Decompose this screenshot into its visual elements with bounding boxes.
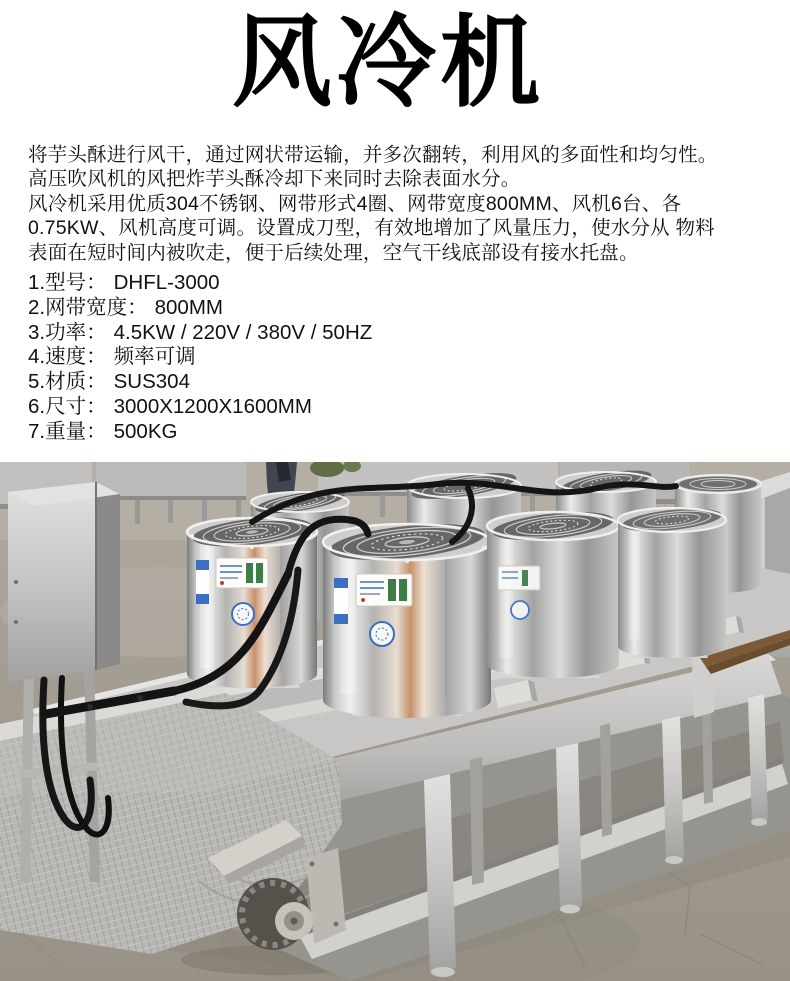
spec-row-weight: 7.重量： 500KG <box>28 419 178 443</box>
fan-drum-front-4 <box>618 505 726 658</box>
spec-list <box>28 271 748 445</box>
fan-drum-front-3 <box>487 507 619 678</box>
description-line: 0.75KW、风机高度可调。设置成刀型，有效地增加了风量压力，使水分从 物料 <box>28 217 715 240</box>
description-line: 高压吹风机的风把炸芋头酥冷却下来同时去除表面水分。 <box>28 168 521 191</box>
product-photo <box>0 462 790 981</box>
page-title: 风冷机 <box>232 7 544 119</box>
description-line: 表面在短时间内被吹走，便于后续处理，空气干线底部设有接水托盘。 <box>28 241 639 264</box>
spec-row-material: 5.材质： SUS304 <box>28 370 190 394</box>
product-description <box>28 143 776 265</box>
description-line: 风冷机采用优质304不锈钢、网带形式4圈、网带宽度800MM、风机6台、各 <box>28 192 682 215</box>
spec-row-belt-width: 2.网带宽度： 800MM <box>28 295 223 319</box>
spec-row-size: 6.尺寸： 3000X1200X1600MM <box>28 394 312 418</box>
spec-row-model: 1.型号： DHFL-3000 <box>28 271 220 294</box>
spec-row-power: 3.功率： 4.5KW / 220V / 380V / 50HZ <box>28 320 373 344</box>
description-line: 将芋头酥进行风干，通过网状带运输，并多次翻转，利用风的多面性和均匀性。 <box>28 144 718 166</box>
fan-drum-front-2 <box>323 518 491 718</box>
spec-row-speed: 4.速度： 频率可调 <box>28 345 196 369</box>
